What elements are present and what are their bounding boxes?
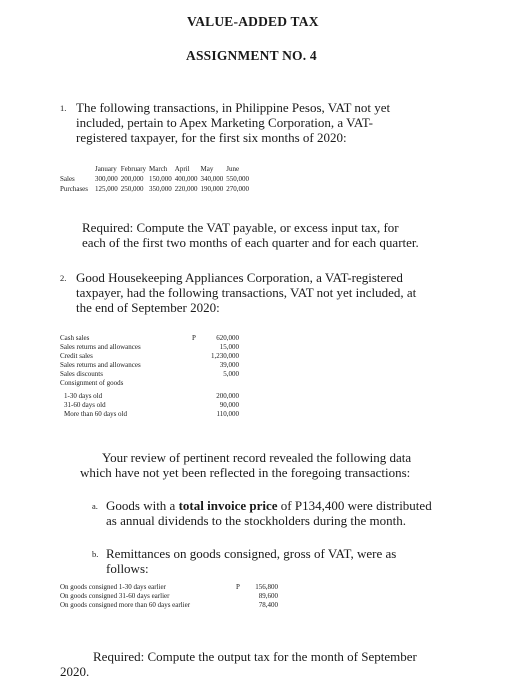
table-cell: 400,000 [174,175,198,183]
month-header: April [174,165,190,173]
q2-transactions-table [60,334,239,419]
item-value: 90,000 [219,401,239,409]
item-label: Consignment of goods [60,379,124,387]
remittance-value: 89,600 [258,592,278,600]
item-label: Credit sales [60,352,93,360]
q1-months-row [60,164,252,174]
q2-line-3: the end of September 2020: [76,300,220,315]
item-value: 5,000 [223,370,239,378]
q2-required-line-2: 2020. [60,664,90,679]
q2-number: 2. [60,273,67,283]
table-row [60,601,278,610]
item-value: 15,000 [219,343,239,351]
item-a-line-2: as annual dividends to the stockholders during the month. [106,513,407,528]
remittance-label: On goods consigned more than 60 days earlier [60,601,191,609]
table-cell: 350,000 [149,185,172,193]
page-title: VALUE-ADDED TAX [187,14,319,29]
table-row [60,388,239,401]
item-a-text: of P134,400 were distributed [277,498,432,513]
q2-line-2: taxpayer, had the following transactions, VAT not yet included, at [76,285,417,300]
item-a-line-1 [106,498,432,513]
table-row [60,379,239,388]
month-header: January [95,165,117,173]
item-value: 1,230,000 [211,352,239,360]
month-header: March [149,165,168,173]
currency-symbol: P [192,334,196,342]
currency-symbol: P [236,583,240,591]
table-cell: 220,000 [174,185,198,193]
q2-line-1: Good Housekeeping Appliances Corporation, a VAT-registered [76,270,403,285]
item-value: 200,000 [216,392,239,400]
item-label: Sales returns and allowances [60,361,141,369]
table-row [60,370,239,379]
item-b-marker: b. [92,549,99,559]
month-header: May [200,165,214,173]
table-row [60,583,278,592]
q2-required-line-1: Required: Compute the output tax for the month of September [93,649,417,664]
page-subtitle: ASSIGNMENT NO. 4 [186,48,317,63]
table-cell: 340,000 [200,175,224,183]
row-label: Sales [60,175,75,183]
q1-required-line-1: Required: Compute the VAT payable, or excess input tax, for [82,220,399,235]
table-row [60,352,239,361]
remittance-label: On goods consigned 31-60 days earlier [60,592,170,600]
remittance-value: 156,800 [255,583,278,591]
q1-number: 1. [60,103,67,113]
q2-review-line-1: Your review of pertinent record revealed the following data [102,450,412,465]
item-label: More than 60 days old [64,410,127,418]
currency-symbol [236,601,248,610]
item-b-line-1: Remittances on goods consigned, gross of VAT, were as [106,546,397,561]
q1-line-1: The following transactions, in Philippine Pesos, VAT not yet [76,100,391,115]
month-header: February [120,165,147,173]
q2-review-line-2: which have not yet been reflected in the foregoing transactions: [80,465,411,480]
item-b-line-2: follows: [106,561,149,576]
q1-line-3: registered taxpayer, for the first six months of 2020: [76,130,347,145]
item-label: Sales discounts [60,370,103,378]
table-row [60,410,239,419]
table-row [60,592,278,601]
item-label: Sales returns and allowances [60,343,141,351]
table-row [60,343,239,352]
table-row [60,401,239,410]
table-cell: 125,000 [95,185,118,193]
item-label: 31-60 days old [64,401,106,409]
table-cell: 150,000 [149,175,172,183]
item-label: Cash sales [60,334,90,342]
q1-required-line-2: each of the first two months of each quarter and for each quarter. [82,235,419,250]
q1-line-2: included, pertain to Apex Marketing Corporation, a VAT- [76,115,373,130]
item-value: 39,000 [219,361,239,369]
item-value: 620,000 [216,334,239,342]
item-a-text: Goods with a [106,498,179,513]
month-header: June [226,165,240,173]
q1-transactions-table [60,164,252,194]
table-cell: 250,000 [120,185,144,193]
table-cell: 550,000 [226,175,250,183]
remittances-table [60,583,278,610]
remittance-label: On goods consigned 1-30 days earlier [60,583,166,591]
q1-purchases-row [60,184,252,194]
table-row [60,361,239,370]
table-cell: 200,000 [120,175,144,183]
table-cell: 270,000 [226,185,250,193]
row-label: Purchases [60,185,88,193]
item-value: 110,000 [216,410,239,418]
currency-symbol [236,592,248,601]
item-a-marker: a. [92,501,98,511]
table-cell: 190,000 [200,185,224,193]
remittance-value: 78,400 [258,601,278,609]
item-a-bold: total invoice price [178,498,278,513]
item-value [204,379,239,388]
table-row [60,334,239,343]
q1-sales-row [60,174,252,184]
table-cell: 300,000 [95,175,118,183]
item-label: 1-30 days old [64,392,103,400]
